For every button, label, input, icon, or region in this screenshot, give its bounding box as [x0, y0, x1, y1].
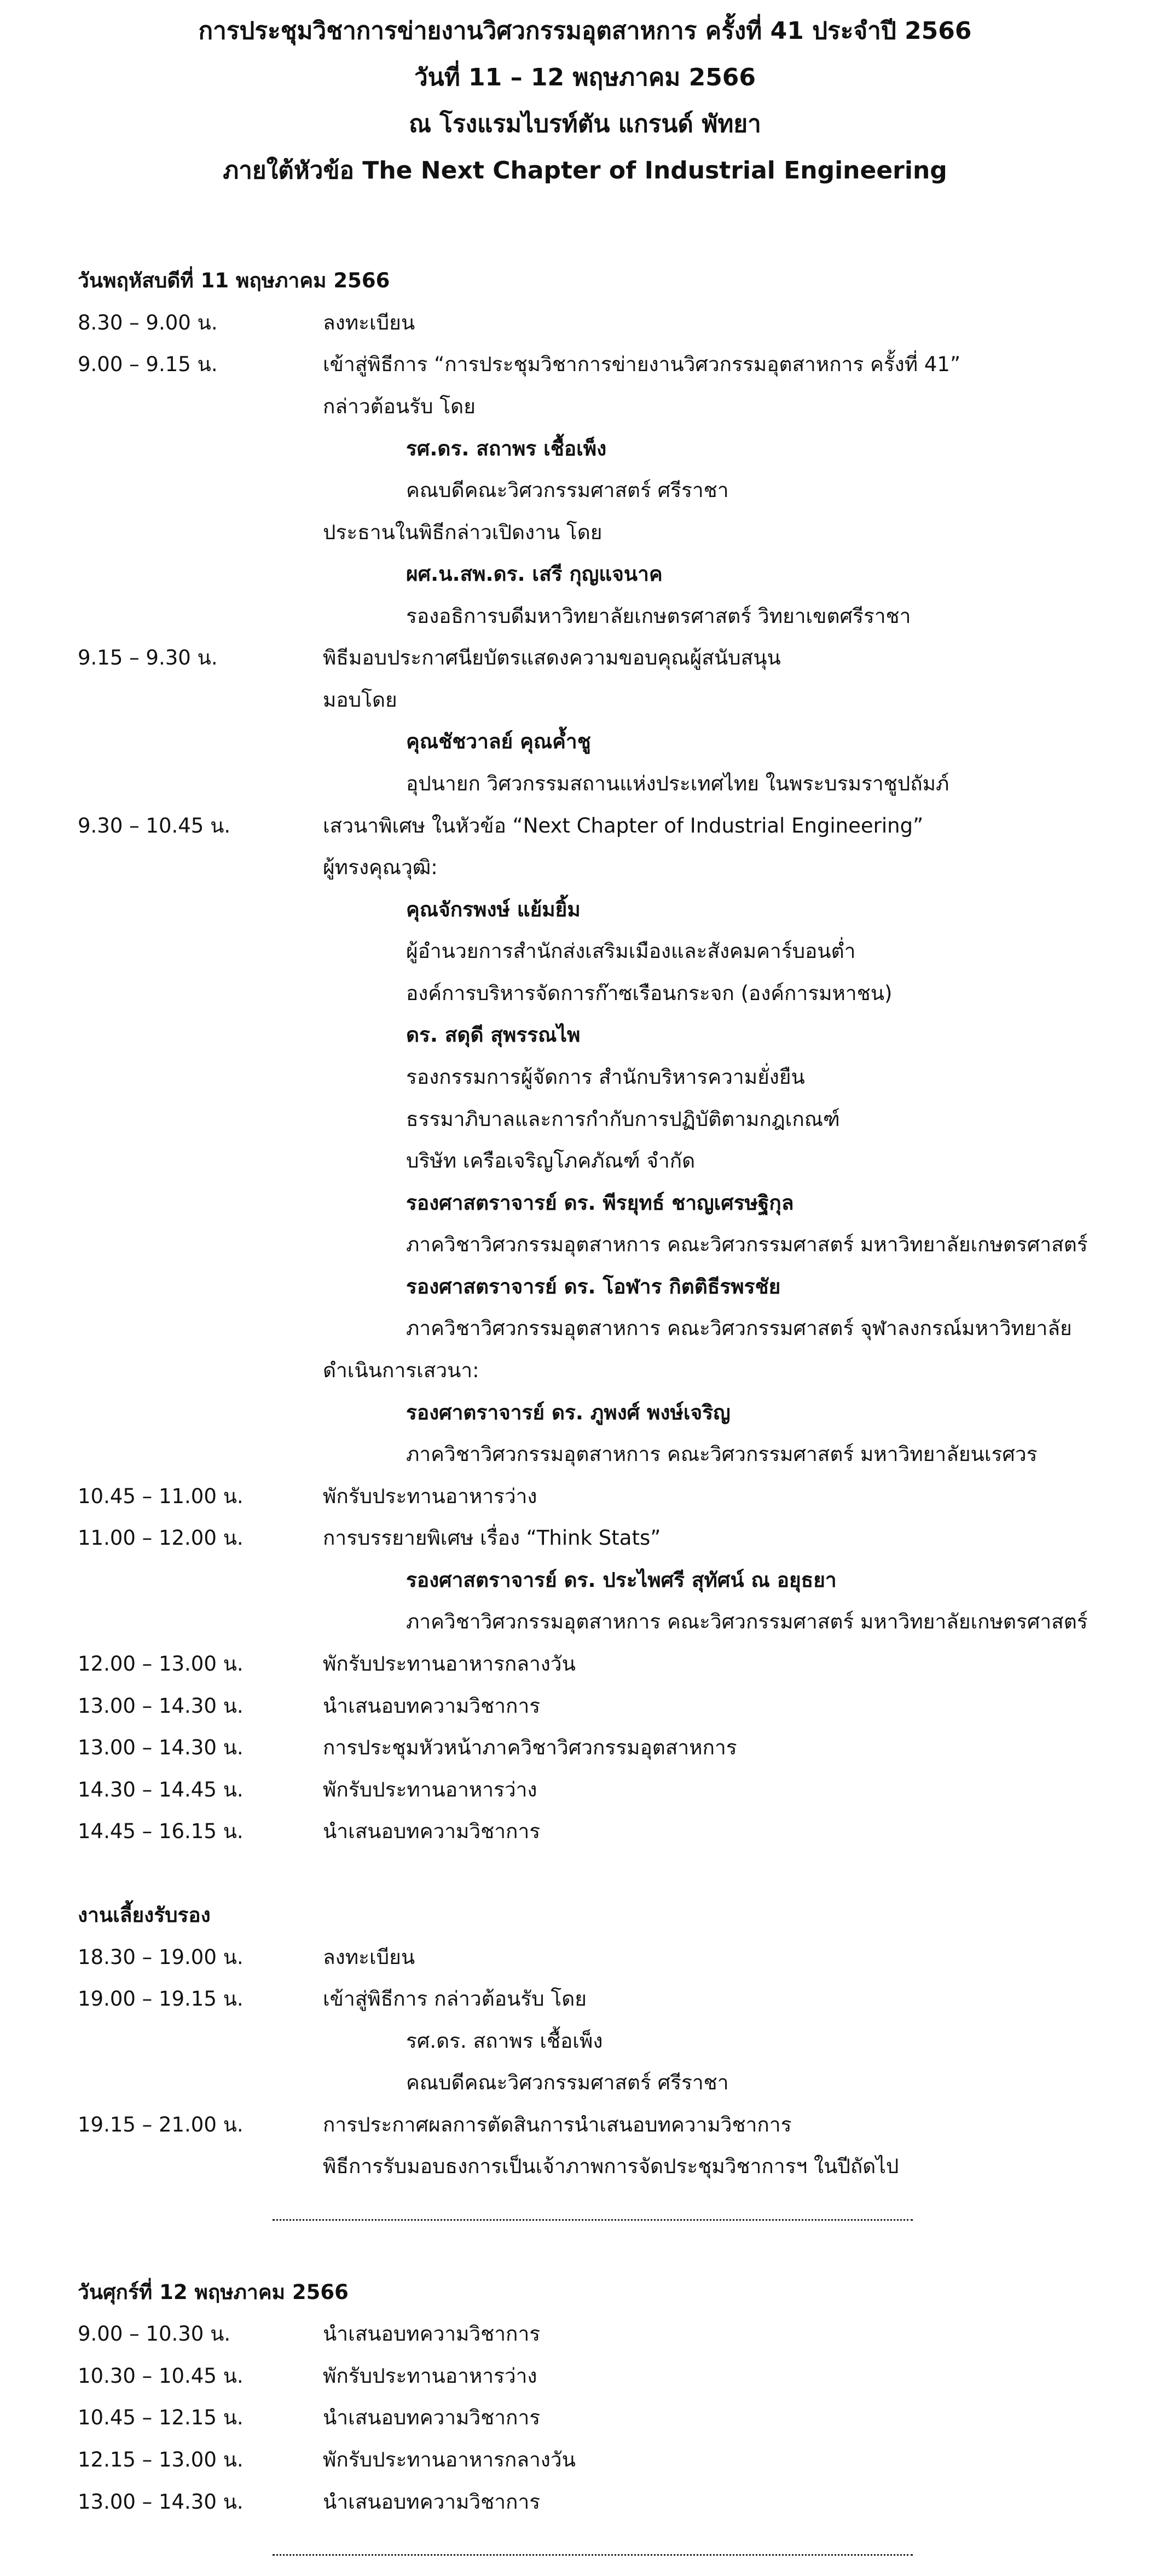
day1-s10-time: 14.30 – 14.45 น.	[78, 1778, 244, 1801]
dotted-divider	[273, 2554, 913, 2556]
reception-r1-time: 18.30 – 19.00 น.	[78, 1945, 244, 1969]
day1-s4-panelist4-name: รองศาสตราจารย์ ดร. โอฬาร กิตติธีรพรชัย	[406, 1275, 781, 1298]
conference-dates: วันที่ 11 – 12 พฤษภาคม 2566	[414, 63, 756, 91]
day1-s4-panelist2-role3: บริษัท เครือเจริญโภคภัณฑ์ จำกัด	[406, 1149, 696, 1173]
day1-s4-panel-label: ผู้ทรงคุณวุฒิ:	[323, 856, 438, 879]
day1-s5-title: พักรับประทานอาหารว่าง	[323, 1485, 537, 1508]
day1-s4-panelist2-name: ดร. สดุดี สุพรรณไพ	[406, 1023, 581, 1047]
reception-r1-title: ลงทะเบียน	[323, 1945, 415, 1969]
day1-s3-by: มอบโดย	[323, 688, 397, 712]
day1-heading: วันพฤหัสบดีที่ 11 พฤษภาคม 2566	[78, 269, 390, 292]
day2-d3-title: นำเสนอบทความวิชาการ	[323, 2406, 541, 2429]
day1-s8-time: 13.00 – 14.30 น.	[78, 1694, 244, 1718]
day1-s3-speaker-role: อุปนายก วิศวกรรมสถานแห่งประเทศไทย ในพระบรมราชูปถัมภ์	[406, 772, 949, 795]
day1-s4-panelist2-role1: รองกรรมการผู้จัดการ สำนักบริหารความยั่งยืน	[406, 1065, 805, 1089]
day1-s2-opening: ประธานในพิธีกล่าวเปิดงาน โดย	[323, 521, 603, 544]
day1-s2-speaker2-role: รองอธิการบดีมหาวิทยาลัยเกษตรศาสตร์ วิทยาเขตศรีราชา	[406, 604, 911, 628]
dotted-divider	[273, 2219, 913, 2221]
day1-s10-title: พักรับประทานอาหารว่าง	[323, 1778, 537, 1801]
day1-s9-time: 13.00 – 14.30 น.	[78, 1736, 244, 1759]
day2-d3-time: 10.45 – 12.15 น.	[78, 2406, 244, 2429]
day1-s2-speaker1-role: คณบดีคณะวิศวกรรมศาสตร์ ศรีราชา	[406, 478, 729, 502]
day1-s4-moderator-role: ภาควิชาวิศวกรรมอุตสาหการ คณะวิศวกรรมศาสตร์ มหาวิทยาลัยนเรศวร	[406, 1442, 1038, 1466]
day1-s4-panelist1-name: คุณจักรพงษ์ แย้มยิ้ม	[406, 898, 581, 921]
day1-s4-panelist3-role: ภาควิชาวิศวกรรมอุตสาหการ คณะวิศวกรรมศาสตร์ มหาวิทยาลัยเกษตรศาสตร์	[406, 1233, 1088, 1256]
day2-d2-title: พักรับประทานอาหารว่าง	[323, 2364, 537, 2388]
day1-s6-time: 11.00 – 12.00 น.	[78, 1526, 244, 1550]
day1-s11-title: นำเสนอบทความวิชาการ	[323, 1820, 541, 1843]
day2-d5-title: นำเสนอบทความวิชาการ	[323, 2490, 541, 2514]
day1-s6-title: การบรรยายพิเศษ เรื่อง “Think Stats”	[323, 1526, 661, 1550]
day2-d1-title: นำเสนอบทความวิชาการ	[323, 2322, 541, 2346]
day2-d4-time: 12.15 – 13.00 น.	[78, 2448, 244, 2471]
day1-s3-time: 9.15 – 9.30 น.	[78, 646, 218, 669]
reception-r3-title2: พิธีการรับมอบธงการเป็นเจ้าภาพการจัดประชุมวิชาการฯ ในปีถัดไป	[323, 2155, 899, 2178]
day1-s4-title: เสวนาพิเศษ ในหัวข้อ “Next Chapter of Industrial Engineering”	[323, 814, 924, 838]
reception-r2-speaker-name: รศ.ดร. สถาพร เชื้อเพ็ง	[406, 2029, 603, 2053]
conference-venue: ณ โรงแรมไบรท์ตัน แกรนด์ พัทยา	[409, 110, 761, 138]
reception-r3-title1: การประกาศผลการตัดสินการนำเสนอบทความวิชาการ	[323, 2113, 792, 2136]
day1-s9-title: การประชุมหัวหน้าภาควิชาวิศวกรรมอุตสาหการ	[323, 1736, 737, 1759]
day1-s6-speaker-role: ภาควิชาวิศวกรรมอุตสาหการ คณะวิศวกรรมศาสตร์ มหาวิทยาลัยเกษตรศาสตร์	[406, 1610, 1088, 1633]
day1-s2-welcome: กล่าวต้อนรับ โดย	[323, 395, 476, 418]
day1-s8-title: นำเสนอบทความวิชาการ	[323, 1694, 541, 1718]
day1-s1-title: ลงทะเบียน	[323, 311, 415, 334]
day1-s2-speaker2-name: ผศ.น.สพ.ดร. เสรี กุญแจนาค	[406, 562, 663, 586]
reception-heading: งานเลี้ยงรับรอง	[78, 1903, 211, 1927]
reception-r2-title: เข้าสู่พิธีการ กล่าวต้อนรับ โดย	[323, 1987, 587, 2011]
day1-s3-title: พิธีมอบประกาศนียบัตรแสดงความขอบคุณผู้สนับสนุน	[323, 646, 781, 669]
day1-s4-panelist2-role2: ธรรมาภิบาลและการกำกับการปฏิบัติตามกฎเกณฑ์	[406, 1107, 840, 1131]
day1-s4-panelist3-name: รองศาสตราจารย์ ดร. พีรยุทธ์ ชาญเศรษฐิกุล	[406, 1191, 794, 1215]
day2-d5-time: 13.00 – 14.30 น.	[78, 2490, 244, 2514]
day1-s4-moderator-label: ดำเนินการเสวนา:	[323, 1359, 479, 1382]
reception-r2-time: 19.00 – 19.15 น.	[78, 1987, 244, 2011]
day1-s6-speaker-name: รองศาสตราจารย์ ดร. ประไพศรี สุทัศน์ ณ อยุธยา	[406, 1568, 837, 1592]
day1-s11-time: 14.45 – 16.15 น.	[78, 1820, 244, 1843]
day1-s3-speaker-name: คุณชัชวาลย์ คุณค้ำชู	[406, 730, 591, 753]
day1-s2-speaker1-name: รศ.ดร. สถาพร เชื้อเพ็ง	[406, 437, 607, 460]
day1-s1-time: 8.30 – 9.00 น.	[78, 311, 218, 334]
conference-title: การประชุมวิชาการข่ายงานวิศวกรรมอุตสาหการ ครั้งที่ 41 ประจำปี 2566	[198, 17, 972, 45]
reception-r3-time: 19.15 – 21.00 น.	[78, 2113, 244, 2136]
day1-s7-time: 12.00 – 13.00 น.	[78, 1652, 244, 1676]
day1-s5-time: 10.45 – 11.00 น.	[78, 1485, 244, 1508]
reception-r2-speaker-role: คณบดีคณะวิศวกรรมศาสตร์ ศรีราชา	[406, 2071, 729, 2094]
document-header	[0, 8, 1170, 194]
day1-s7-title: พักรับประทานอาหารกลางวัน	[323, 1652, 576, 1676]
day2-d4-title: พักรับประทานอาหารกลางวัน	[323, 2448, 576, 2471]
day1-s4-time: 9.30 – 10.45 น.	[78, 814, 231, 838]
day1-s4-panelist1-role2: องค์การบริหารจัดการก๊าซเรือนกระจก (องค์การมหาชน)	[406, 981, 893, 1005]
day1-s2-title: เข้าสู่พิธีการ “การประชุมวิชาการข่ายงานวิศวกรรมอุตสาหการ ครั้งที่ 41”	[323, 353, 961, 376]
day1-s4-moderator-name: รองศาตราจารย์ ดร. ภูพงศ์ พงษ์เจริญ	[406, 1401, 731, 1424]
conference-theme: ภายใต้หัวข้อ The Next Chapter of Industrial Engineering	[223, 157, 947, 184]
day1-s4-panelist1-role1: ผู้อำนวยการสำนักส่งเสริมเมืองและสังคมคาร์บอนต่ำ	[406, 939, 856, 963]
day2-heading: วันศุกร์ที่ 12 พฤษภาคม 2566	[78, 2280, 349, 2304]
day2-d1-time: 9.00 – 10.30 น.	[78, 2322, 231, 2346]
day1-s2-time: 9.00 – 9.15 น.	[78, 353, 218, 376]
day2-d2-time: 10.30 – 10.45 น.	[78, 2364, 244, 2388]
day1-s4-panelist4-role: ภาควิชาวิศวกรรมอุตสาหการ คณะวิศวกรรมศาสตร์ จุฬาลงกรณ์มหาวิทยาลัย	[406, 1316, 1072, 1340]
